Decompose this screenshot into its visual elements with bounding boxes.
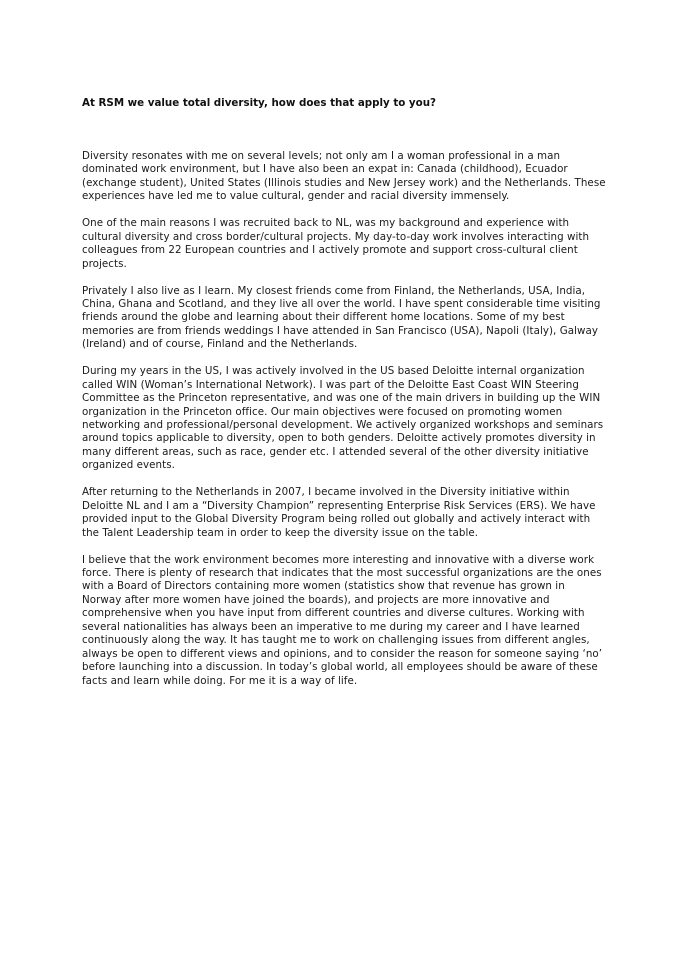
- paragraph-recruitment: One of the main reasons I was recruited back to NL, was my background and experience with cultural diversity and cross border/cultural projects. My day-to-day work involves interacting with colleagues from 22 European countries and I actively promote and support cross-cultural client projects.: [82, 217, 590, 270]
- document-heading: At RSM we value total diversity, how does that apply to you?: [82, 97, 437, 109]
- paragraph-work-environment: I believe that the work environment becomes more interesting and innovative with a diverse work force. There is plenty of research that indicates that the most successful organizations are the ones with a Board of Directors containing more women (statistics show that revenue has grown in Norway after more women have joined the boards), and projects are more innovative and comprehensive when you have input from different countries and diverse cultures. Working with several nationalities has always been an imperative to me during my career and I have learned continuously along the way. It has taught me to work on challenging issues from different angles, always be open to different views and opinions, and to consider the reason for someone saying ‘no’ before launching into a discussion. In today’s global world, all employees should be aware of these facts and learn while doing. For me it is a way of life.: [82, 553, 603, 687]
- paragraph-netherlands-initiative: After returning to the Netherlands in 2007, I became involved in the Diversity initiative within Deloitte NL and I am a “Diversity Champion” representing Enterprise Risk Services (ERS). We have provided input to the Global Diversity Program being rolled out globally and actively interact with the Talent Leadership team in order to keep the diversity issue on the table.: [82, 486, 596, 539]
- paragraph-private-life: Privately I also live as I learn. My closest friends come from Finland, the Netherlands, USA, India, China, Ghana and Scotland, and they live all over the world. I have spent considerable time visiting friends around the globe and learning about their different home locations. Some of my best memories are from friends weddings I have attended in San Francisco (USA), Napoli (Italy), Galway (Ireland) and of course, Finland and the Netherlands.: [82, 284, 601, 351]
- paragraph-us-win: During my years in the US, I was actively involved in the US based Deloitte internal organization called WIN (Woman’s International Network). I was part of the Deloitte East Coast WIN Steering Committee as the Princeton representative, and was one of the main drivers in building up the WIN organization in the Princeton office. Our main objectives were focused on promoting women networking and professional/personal development. We actively organized workshops and seminars around topics applicable to diversity, open to both genders. Deloitte actively promotes diversity in many different areas, such as race, gender etc. I attended several of the other diversity initiative organized events.: [82, 365, 604, 472]
- paragraph-diversity-levels: Diversity resonates with me on several levels; not only am I a woman professional in a man dominated work environment, but I have also been an expat in: Canada (childhood), Ecuador (exchange student), United States (Illinois studies and New Jersey work) and the Netherlands. These experiences have led me to value cultural, gender and racial diversity immensely.: [82, 150, 606, 203]
- document-body: [82, 150, 606, 701]
